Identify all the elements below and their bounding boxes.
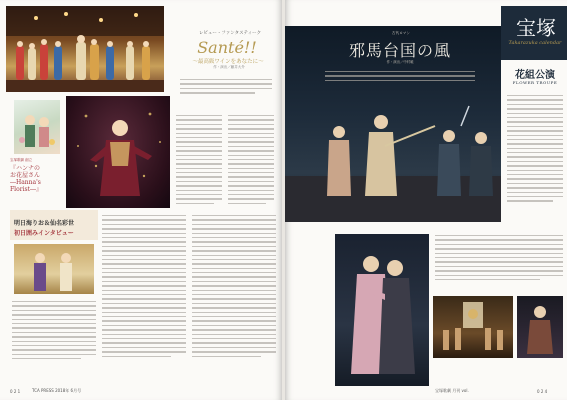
revue-subtitle: ～最高級ワインをあなたに～ [192,59,264,65]
right-footer-text: 宝塚歌劇 月刊 vol. [435,388,469,393]
right-col-top [507,92,563,205]
left-footer-text: TCA PRESS 2018年 6月号 [32,388,82,393]
revue-stage-photo [6,6,164,92]
interview-col-1 [12,298,96,362]
main-lead [325,68,475,84]
troupe-en: FLOWER TROUPE [512,80,558,85]
main-credit: 作・演出／中村暁 [386,60,414,64]
revue-credit: 作・演出／藤井大介 [213,65,245,69]
category-label: 古代ロマン [392,31,410,35]
main-title: 邪馬台国の風 [348,41,451,60]
special-box-main: 『ハンナの お花屋さん ―Hanna's Florist―』 [10,165,42,193]
troupe-logo: 宝塚 [516,16,556,40]
revue-body-col-2 [228,112,274,207]
star-stage-photo [66,96,170,208]
interview-title-1: 明日海りお＆仙名彩世 [14,220,75,227]
troupe-logo-box [501,6,567,60]
left-page-number: 0 2 1 [10,389,21,394]
interview-col-2 [102,212,186,360]
troupe-script: Takarazuka calendar [508,40,562,46]
duet-stage-photo [335,234,429,386]
palace-stage-photo [433,296,513,358]
revue-title: Santé!! [197,38,257,57]
right-page [285,0,567,400]
special-box-title: 宝塚歌劇 創立 [10,158,33,162]
revue-lead-text [180,76,272,97]
interview-photo [14,244,94,294]
troupe-name: 花組公演 [515,70,555,81]
revue-label: レビュー・ファンタスティーク [198,31,262,36]
hanna-cover-photo [14,100,60,154]
side-stage-photo [517,296,563,358]
right-col-lower [435,232,563,283]
left-page [0,0,282,400]
interview-title-2: 初日囲みインタビュー [14,230,74,237]
revue-body-col-1 [176,112,222,207]
right-page-number: 0 2 4 [537,389,548,394]
interview-col-3 [192,212,276,360]
